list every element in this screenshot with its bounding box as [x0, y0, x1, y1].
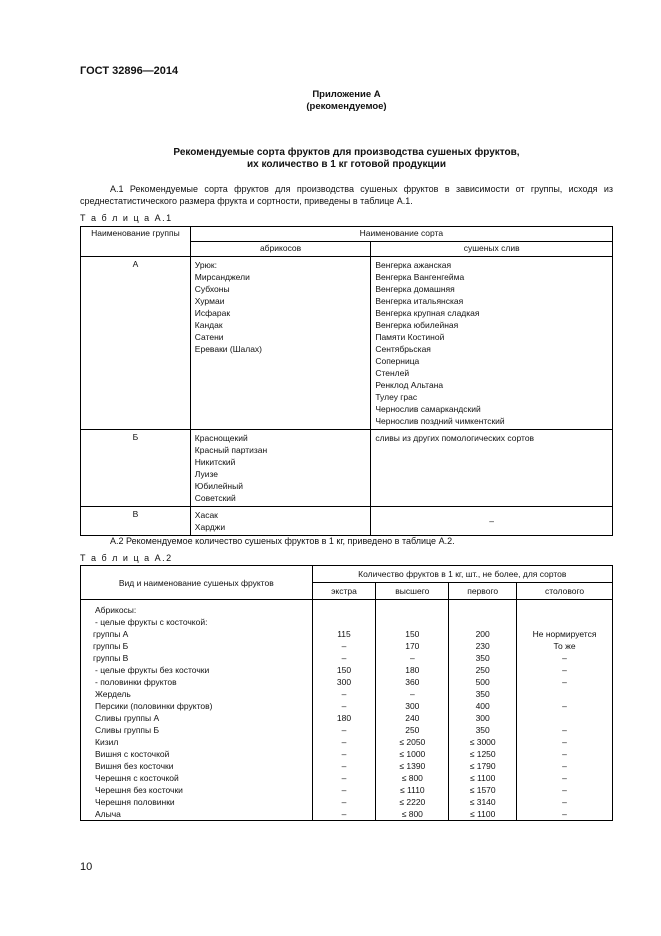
table2-caption: Т а б л и ц а А.2	[80, 553, 173, 563]
t2-value-cell: –	[312, 700, 376, 712]
t2-value-cell	[449, 616, 517, 628]
t1-apricots-cell	[190, 257, 371, 430]
t2-value-cell: 300	[449, 712, 517, 724]
section-title-line1: Рекомендуемые сорта фруктов для производства сушеных фруктов,	[173, 147, 520, 158]
t2-value-cell	[517, 616, 613, 628]
t2-value-cell	[517, 600, 613, 617]
t2-name-cell: Черешня с косточкой	[81, 772, 313, 784]
standard-number: ГОСТ 32896—2014	[80, 65, 179, 77]
paragraph-a1: А.1 Рекомендуемые сорта фруктов для производства сушеных фруктов в зависимости от группы, исходя из среднестатистического размера фрукта и сортности, приведены в таблице А.1.	[80, 184, 613, 206]
t2-header-qty: Количество фруктов в 1 кг, шт., не более, для сортов	[312, 566, 612, 583]
t1-apricots-item: Красный партизан	[194, 445, 268, 455]
t1-plums-item: Венгерка домашняя	[375, 284, 455, 294]
t2-subheader-extra: экстра	[312, 583, 376, 600]
t2-name-cell: Черешня без косточки	[81, 784, 313, 796]
t2-value-cell: –	[312, 748, 376, 760]
t1-plums-item: Чернослив самаркандский	[375, 404, 481, 414]
t2-value-cell: –	[312, 640, 376, 652]
t2-name-cell: группы А	[81, 628, 313, 640]
t2-value-cell: –	[376, 652, 449, 664]
t2-value-cell: –	[312, 724, 376, 736]
t2-value-cell: –	[312, 784, 376, 796]
t1-row	[81, 430, 613, 507]
t2-value-cell: –	[517, 700, 613, 712]
t1-apricots-item: Харджи	[194, 522, 226, 532]
t2-name-cell: Персики (половинки фруктов)	[81, 700, 313, 712]
t2-value-cell: –	[517, 796, 613, 808]
t1-plums-item: Соперница	[375, 356, 420, 366]
t2-value-cell: 250	[376, 724, 449, 736]
t2-value-cell: –	[312, 652, 376, 664]
t2-value-cell: –	[517, 724, 613, 736]
t2-value-cell: –	[517, 748, 613, 760]
t1-plums-item: Венгерка юбилейная	[375, 320, 459, 330]
t2-row	[81, 784, 613, 796]
t1-plums-cell	[371, 257, 613, 430]
t2-name-cell: Абрикосы:	[81, 600, 313, 617]
t2-row	[81, 724, 613, 736]
t2-name-cell: группы В	[81, 652, 313, 664]
t2-value-cell: ≤ 3000	[449, 736, 517, 748]
t2-value-cell: ≤ 1110	[376, 784, 449, 796]
t2-value-cell: 300	[312, 676, 376, 688]
t2-row	[81, 688, 613, 700]
t2-value-cell: 250	[449, 664, 517, 676]
t2-row	[81, 760, 613, 772]
t1-plums-item: Тулеу грас	[375, 392, 418, 402]
t2-value-cell: ≤ 2050	[376, 736, 449, 748]
t1-plums-item: Венгерка ажанская	[375, 260, 452, 270]
t2-subheader-table: столового	[517, 583, 613, 600]
t2-row	[81, 736, 613, 748]
t2-value-cell: –	[517, 664, 613, 676]
t2-name-cell: - целые фрукты без косточки	[81, 664, 313, 676]
t1-plums-item: Ренклод Альтана	[375, 380, 444, 390]
t2-subheader-first: первого	[449, 583, 517, 600]
t2-value-cell: 300	[376, 700, 449, 712]
t2-row	[81, 700, 613, 712]
t2-name-cell: Сливы группы А	[81, 712, 313, 724]
appendix-title: Приложение А	[312, 89, 381, 100]
t1-plums-item: Венгерка Вангенгейма	[375, 272, 465, 282]
t2-value-cell: 170	[376, 640, 449, 652]
t2-name-cell: Вишня без косточки	[81, 760, 313, 772]
t2-row	[81, 600, 613, 617]
t1-group-cell: А	[81, 257, 191, 430]
t1-apricots-item: Никитский	[194, 457, 236, 467]
t2-value-cell: –	[517, 784, 613, 796]
t2-row	[81, 676, 613, 688]
t1-apricots-cell	[190, 430, 371, 507]
t2-row	[81, 712, 613, 724]
t2-name-cell: Вишня с косточкой	[81, 748, 313, 760]
t2-value-cell: –	[376, 688, 449, 700]
t1-subheader-plums: сушеных слив	[371, 242, 613, 257]
t2-name-cell: Черешня половинки	[81, 796, 313, 808]
t2-value-cell: 200	[449, 628, 517, 640]
t2-value-cell: Не нормируется	[517, 628, 613, 640]
t2-row	[81, 664, 613, 676]
t2-value-cell: ≤ 2220	[376, 796, 449, 808]
t2-subheader-highest: высшего	[376, 583, 449, 600]
t2-value-cell: ≤ 3140	[449, 796, 517, 808]
appendix-subtitle: (рекомендуемое)	[306, 101, 387, 112]
t2-value-cell: ≤ 1570	[449, 784, 517, 796]
t2-value-cell	[312, 600, 376, 617]
t1-apricots-item: Исфарак	[194, 308, 231, 318]
t1-apricots-item: Сатени	[194, 332, 224, 342]
t2-value-cell: ≤ 800	[376, 772, 449, 784]
t1-plums-item: Чернослив поздний чимкентский	[375, 416, 505, 426]
t2-row	[81, 796, 613, 808]
t2-row	[81, 748, 613, 760]
t2-value-cell	[312, 616, 376, 628]
t1-plums-item: Сентябрьская	[375, 344, 431, 354]
t2-value-cell	[376, 600, 449, 617]
t2-value-cell: –	[312, 772, 376, 784]
t2-name-cell: Алыча	[81, 808, 313, 821]
t2-value-cell: ≤ 1790	[449, 760, 517, 772]
t2-value-cell: –	[517, 808, 613, 821]
t2-row	[81, 616, 613, 628]
table-a2	[80, 565, 613, 821]
t1-apricots-item: Кандак	[194, 320, 223, 330]
t2-value-cell: 180	[376, 664, 449, 676]
t2-value-cell	[449, 600, 517, 617]
t2-value-cell	[517, 712, 613, 724]
t2-row	[81, 628, 613, 640]
table1-caption: Т а б л и ц а А.1	[80, 213, 173, 223]
t2-value-cell: 350	[449, 688, 517, 700]
t1-apricots-item: Ереваки (Шалах)	[194, 344, 263, 354]
t1-group-cell: Б	[81, 430, 191, 507]
t2-value-cell: ≤ 1000	[376, 748, 449, 760]
paragraph-a2: А.2 Рекомендуемое количество сушеных фруктов в 1 кг, приведено в таблице А.2.	[110, 536, 455, 546]
t1-apricots-cell	[190, 507, 371, 536]
t2-value-cell: 230	[449, 640, 517, 652]
t1-plums-cell	[371, 430, 613, 507]
t2-value-cell: –	[517, 736, 613, 748]
t2-header-kind: Вид и наименование сушеных фруктов	[81, 566, 313, 600]
t2-value-cell: –	[312, 736, 376, 748]
t2-value-cell: –	[517, 652, 613, 664]
t1-apricots-item: Субхоны	[194, 284, 230, 294]
t2-value-cell: ≤ 1100	[449, 808, 517, 821]
t2-value-cell: 150	[376, 628, 449, 640]
table-a1	[80, 226, 613, 536]
t2-name-cell: - половинки фруктов	[81, 676, 313, 688]
t1-plums-item: Стенлей	[375, 368, 410, 378]
t1-apricots-item: Луизе	[194, 469, 218, 479]
t2-name-cell: группы Б	[81, 640, 313, 652]
t2-value-cell: ≤ 1250	[449, 748, 517, 760]
t2-row	[81, 772, 613, 784]
t1-apricots-item: Хурмаи	[194, 296, 225, 306]
t2-value-cell: То же	[517, 640, 613, 652]
t1-apricots-item: Юбилейный	[194, 481, 243, 491]
t1-apricots-item: Хасак	[194, 510, 218, 520]
t1-plums-item: Венгерка итальянская	[375, 296, 464, 306]
t1-header-group: Наименование группы	[81, 227, 191, 257]
t2-value-cell: 500	[449, 676, 517, 688]
t2-value-cell: –	[517, 760, 613, 772]
t2-value-cell: –	[517, 676, 613, 688]
t1-subheader-apricots: абрикосов	[190, 242, 371, 257]
t1-plums-item: Венгерка крупная сладкая	[375, 308, 480, 318]
t2-name-cell: Жердель	[81, 688, 313, 700]
t1-row	[81, 507, 613, 536]
t1-plums-item: сливы из других помологических сортов	[375, 433, 535, 443]
t1-plums-cell	[371, 507, 613, 536]
t1-group-cell: В	[81, 507, 191, 536]
t2-row	[81, 640, 613, 652]
t2-value-cell: 115	[312, 628, 376, 640]
t1-plums-item: Памяти Костиной	[375, 332, 445, 342]
page-number: 10	[80, 861, 93, 873]
t2-value-cell: –	[312, 760, 376, 772]
t2-value-cell: ≤ 1100	[449, 772, 517, 784]
t2-value-cell: ≤ 800	[376, 808, 449, 821]
t2-value-cell: 350	[449, 652, 517, 664]
t2-value-cell: 400	[449, 700, 517, 712]
t2-value-cell: –	[312, 796, 376, 808]
t2-value-cell	[517, 688, 613, 700]
t2-row	[81, 808, 613, 821]
t1-apricots-item: Мирсанджели	[194, 272, 250, 282]
t1-header-variety: Наименование сорта	[190, 227, 612, 242]
section-title-line2: их количество в 1 кг готовой продукции	[247, 159, 446, 170]
t1-apricots-item: Краснощекий	[194, 433, 248, 443]
t2-value-cell: 360	[376, 676, 449, 688]
t1-apricots-item: Урюк:	[194, 260, 217, 270]
t2-value-cell: –	[312, 808, 376, 821]
t2-value-cell: –	[517, 772, 613, 784]
t2-value-cell: 180	[312, 712, 376, 724]
t1-apricots-item: Советский	[194, 493, 236, 503]
t2-name-cell: Кизил	[81, 736, 313, 748]
t1-row	[81, 257, 613, 430]
t2-name-cell: Сливы группы Б	[81, 724, 313, 736]
t2-value-cell: 240	[376, 712, 449, 724]
t2-value-cell: 150	[312, 664, 376, 676]
t1-plums-item: –	[489, 516, 495, 526]
t2-value-cell: –	[312, 688, 376, 700]
t2-row	[81, 652, 613, 664]
t2-value-cell: ≤ 1390	[376, 760, 449, 772]
t2-value-cell: 350	[449, 724, 517, 736]
t2-name-cell: - целые фрукты с косточкой:	[81, 616, 313, 628]
t2-value-cell	[376, 616, 449, 628]
